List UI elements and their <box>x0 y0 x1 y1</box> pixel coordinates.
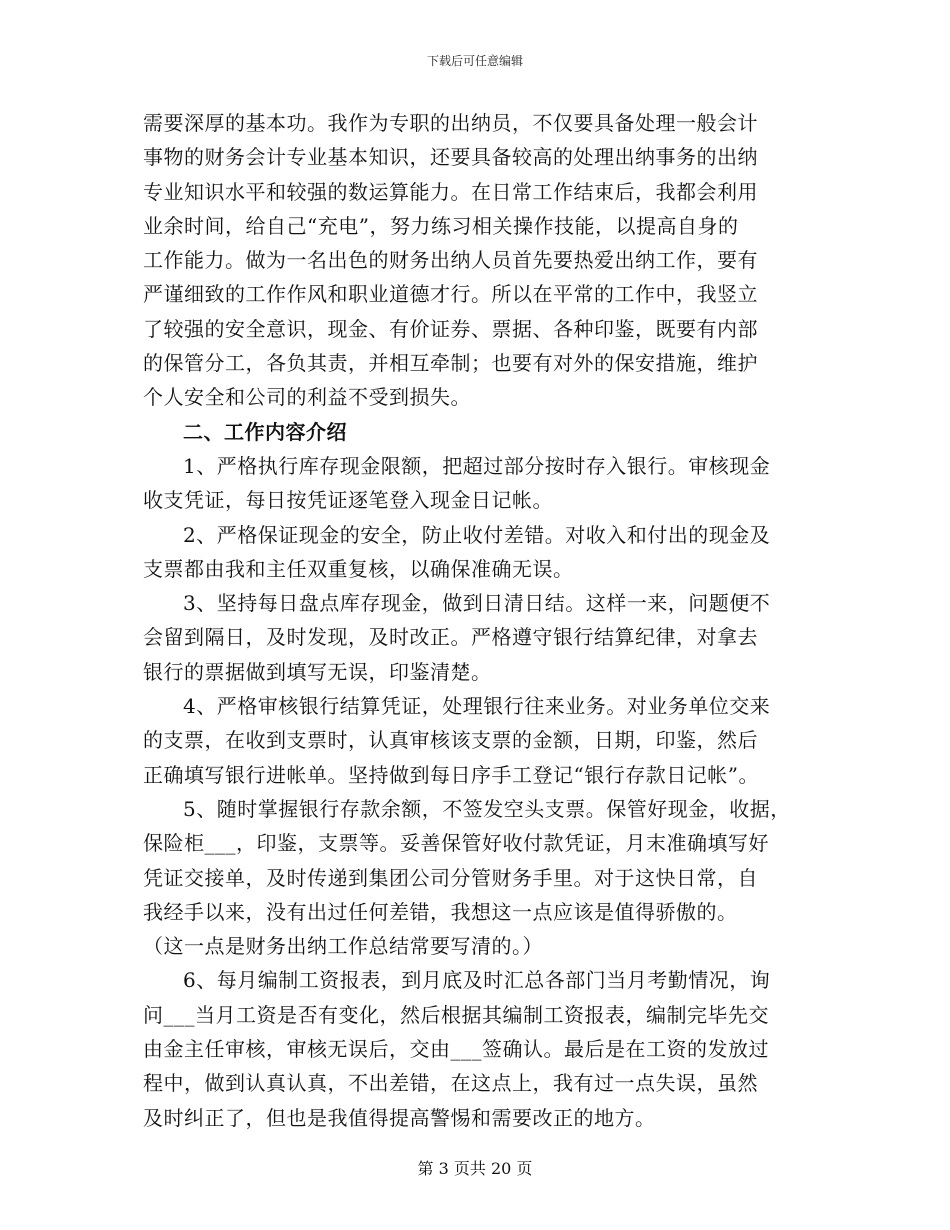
body-line: 工作能力。做为一名出色的财务出纳人员首先要热爱出纳工作，要有 <box>143 248 758 273</box>
paragraph-first-line: 3、坚持每日盘点库存现金，做到日清日结。这样一来，问题便不 <box>183 591 771 616</box>
page-header: 下载后可任意编辑 <box>426 54 523 68</box>
page-footer: 第 3 页共 20 页 <box>417 1159 533 1178</box>
body-line: 收支凭证，每日按凭证逐笔登入现金日记帐。 <box>143 488 553 513</box>
body-line: 银行的票据做到填写无误，印鉴清楚。 <box>143 659 492 684</box>
paragraph-first-line: 4、严格审核银行结算凭证，处理银行往来业务。对业务单位交来 <box>183 694 771 719</box>
body-line: 凭证交接单，及时传递到集团公司分管财务手里。对于这快日常，自 <box>143 865 758 890</box>
body-line: （这一点是财务出纳工作总结常要写清的。） <box>143 934 543 959</box>
body-line: 需要深厚的基本功。我作为专职的出纳员，不仅要具备处理一般会计 <box>143 111 758 135</box>
body-line: 会留到隔日，及时发现，及时改正。严格遵守银行结算纪律，对拿去 <box>143 625 758 650</box>
body-line: 业余时间，给自己“充电”，努力练习相关操作技能，以提高自身的 <box>143 213 739 238</box>
body-line: 支票都由我和主任双重复核，以确保准确无误。 <box>143 556 574 581</box>
paragraph-first-line: 5、随时掌握银行存款余额，不签发空头支票。保管好现金，收据， <box>183 796 791 821</box>
body-line: 问___当月工资是否有变化，然后根据其编制工资报表，编制完毕先交 <box>143 1002 769 1027</box>
paragraph-first-line: 1、严格执行库存现金限额，把超过部分按时存入银行。审核现金 <box>183 453 771 478</box>
document-body <box>143 106 823 1135</box>
section-heading: 二、工作内容介绍 <box>183 419 347 444</box>
body-line: 程中，做到认真认真，不出差错，在这点上，我有过一点失误，虽然 <box>143 1071 758 1096</box>
body-line: 的保管分工，各负其责，并相互牵制；也要有对外的保安措施，维护 <box>143 351 758 376</box>
paragraph-first-line: 6、每月编制工资报表，到月底及时汇总各部门当月考勤情况，询 <box>183 968 771 993</box>
body-line: 及时纠正了，但也是我值得提高警惕和需要改正的地方。 <box>143 1105 656 1130</box>
body-line: 严谨细致的工作作风和职业道德才行。所以在平常的工作中，我竖立 <box>143 282 758 307</box>
paragraph-first-line: 2、严格保证现金的安全，防止收付差错。对收入和付出的现金及 <box>183 522 771 547</box>
body-line: 由金主任审核，审核无误后，交由___签确认。最后是在工资的发放过 <box>143 1037 769 1062</box>
body-line: 了较强的安全意识，现金、有价证券、票据、各种印鉴，既要有内部 <box>143 316 758 341</box>
body-line: 个人安全和公司的利益不受到损失。 <box>143 385 471 410</box>
body-line: 专业知识水平和较强的数运算能力。在日常工作结束后，我都会利用 <box>143 179 758 204</box>
body-line: 我经手以来，没有出过任何差错，我想这一点应该是值得骄傲的。 <box>143 899 738 924</box>
body-line: 正确填写银行进帐单。坚持做到每日序手工登记“银行存款日记帐”。 <box>143 762 759 787</box>
body-line: 保险柜___，印鉴，支票等。妥善保管好收付款凭证，月末准确填写好 <box>143 831 769 856</box>
body-line: 的支票，在收到支票时，认真审核该支票的金额，日期，印鉴，然后 <box>143 728 758 753</box>
body-line: 事物的财务会计专业基本知识，还要具备较高的处理出纳事务的出纳 <box>143 145 758 170</box>
